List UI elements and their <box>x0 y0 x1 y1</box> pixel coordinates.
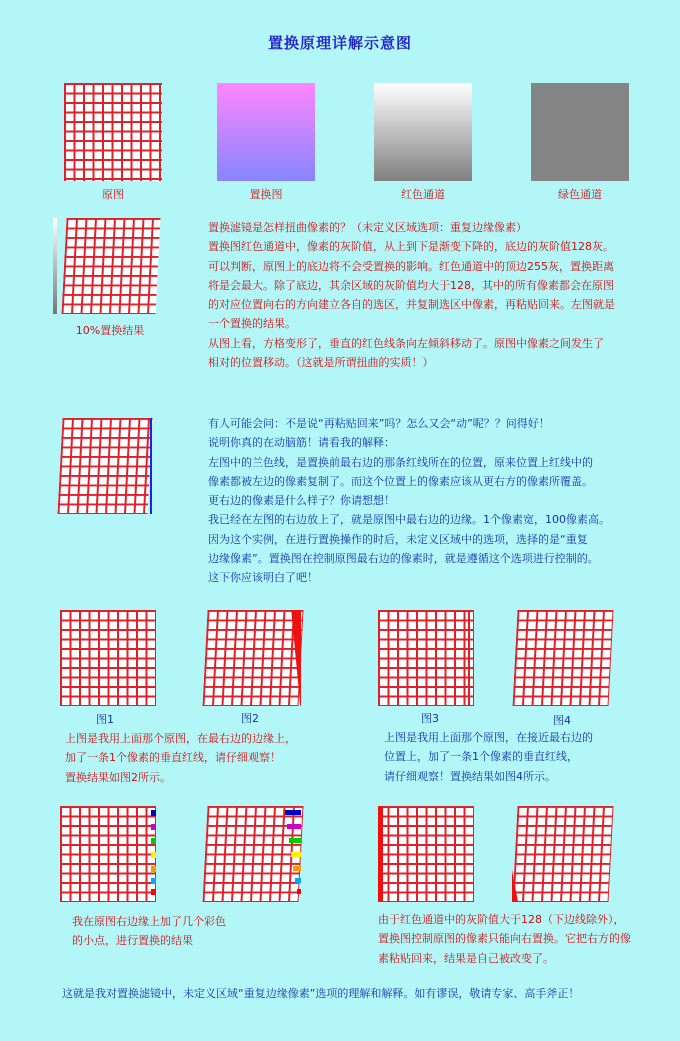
para2-line: 边缘像素”。置换图在控制原图最右边的像素时，就是遵循这个选项进行控制的。 <box>208 552 599 566</box>
dot-cyan <box>151 878 156 884</box>
label-original: 原图 <box>102 188 124 201</box>
bar-yellow <box>291 852 301 857</box>
caption-line: 的小点，进行置换的结果 <box>72 934 193 948</box>
bar-orange <box>293 866 301 871</box>
figure-4-label: 图4 <box>553 714 571 727</box>
caption-figure-3-4 <box>384 728 664 786</box>
para1-line: 将是会最大。除了底边，其余区域的灰阶值均大于128，其中的所有像素都会在原图 <box>208 278 614 292</box>
dot-red <box>151 889 156 895</box>
gradient-strip <box>53 218 57 314</box>
caption-line: 上图是我用上面那个原图，在接近最右边的 <box>384 731 593 744</box>
label-red-channel: 红色通道 <box>401 188 445 201</box>
para2-line: 这下你应该明白了吧！ <box>208 571 318 585</box>
dot-magenta <box>151 824 156 830</box>
left-edge-result-image <box>512 806 613 902</box>
caption-line: 我在原图右边缘上加了几个彩色 <box>72 915 226 928</box>
para1-line: 置换图红色通道中，像素的灰阶值，从上到下是渐变下降的，底边的灰阶值128灰。 <box>208 240 614 254</box>
caption-line: 素粘贴回来，结果是自己被改变了。 <box>378 951 554 965</box>
page-title: 置换原理详解示意图 <box>267 34 412 52</box>
para1-line: 从图上看，方格变形了，垂直的红色线条向左倾斜移动了。原图中像素之间发生了 <box>208 336 604 350</box>
para1-line: 的对应位置向右的方向建立各自的选区，并复制选区中像素，再粘贴回来。左图就是 <box>208 298 615 312</box>
footer-note: 这就是我对置换滤镜中，未定义区域“重复边缘像素”选项的理解和解释。如有谬误，敬请专家、高手斧正！ <box>62 987 580 1000</box>
explanation-paragraph-1 <box>208 218 663 372</box>
figure-1-red-edge-line <box>155 610 156 706</box>
para1-line: 相对的位置移动。（这就是所谓扭曲的实质！） <box>208 356 434 370</box>
para2-line: 左图中的兰色线，是置换前最右边的那条红线所在的位置，原来位置上红线中的 <box>208 455 593 469</box>
result-with-blue-line-image <box>57 418 152 514</box>
displacement-map-image <box>217 83 315 181</box>
para1-line: 置换滤镜是怎样扭曲像素的？（未定义区域选项：重复边缘像素） <box>208 221 527 234</box>
caption-line: 置换结果如图2所示。 <box>65 770 171 784</box>
figure-2-label: 图2 <box>241 712 259 725</box>
dot-orange <box>151 866 156 872</box>
colored-dots-strip <box>151 810 156 895</box>
result-10-percent-image <box>61 218 160 314</box>
figure-4-image <box>512 610 613 706</box>
left-edge-original-image <box>378 806 474 902</box>
bar-blue <box>285 810 301 815</box>
left-edge-red-bar <box>378 806 383 902</box>
dot-yellow <box>151 852 156 858</box>
figure-2-image <box>202 610 303 706</box>
caption-left-edge <box>378 910 668 968</box>
caption-figure-1-2 <box>65 729 365 787</box>
caption-line: 位置上，加了一条1个像素的垂直红线， <box>384 750 578 764</box>
bar-magenta <box>287 824 301 829</box>
dot-blue <box>151 810 156 816</box>
para2-line: 更右边的像素是什么样子？你请想想！ <box>208 494 395 508</box>
colored-dots-original-image <box>60 806 156 902</box>
label-displacement-map: 置换图 <box>249 188 283 201</box>
caption-line: 置换图控制原图的像素只能向右置换。它把右方的像 <box>378 932 631 946</box>
figure-3-red-line <box>468 610 470 706</box>
bar-cyan <box>295 878 301 883</box>
colored-bars-result <box>285 808 301 900</box>
caption-line: 上图是我用上面那个原图，在最右边的边缘上， <box>65 732 296 745</box>
blue-line-marker <box>150 418 152 514</box>
para1-line: 可以判断，原图上的底边将不会受置换的影响。红色通道中的顶边255灰，置换距离 <box>208 259 614 273</box>
figure-3-label: 图3 <box>421 712 439 725</box>
figure-3-image <box>378 610 474 706</box>
bar-green <box>289 838 301 843</box>
para2-line: 因为这个实例，在进行置换操作的时后，未定义区域中的选项，选择的是“重复 <box>208 532 588 546</box>
para2-line: 说明你真的在动脑筋！请看我的解释： <box>208 436 395 450</box>
para2-line: 有人可能会问：不是说“再粘贴回来”吗？怎么又会“动”呢？？问得好！ <box>208 417 550 430</box>
caption-line: 由于红色通道中的灰阶值大于128（下边线除外）， <box>378 913 625 926</box>
caption-line: 请仔细观察！置换结果如图4所示。 <box>384 769 556 783</box>
explanation-paragraph-2 <box>208 414 663 588</box>
bar-red <box>297 889 301 894</box>
label-result: 10%置换结果 <box>75 324 145 337</box>
label-green-channel: 绿色通道 <box>558 188 602 201</box>
dot-green <box>151 838 156 844</box>
para1-line: 一个置换的结果。 <box>208 317 296 331</box>
caption-line: 加了一条1个像素的垂直红线，请仔细观察！ <box>65 751 281 765</box>
green-channel-image <box>531 83 629 181</box>
figure-1-label: 图1 <box>96 713 114 726</box>
para2-line: 我已经在左图的右边放上了，就是原图中最右边的边缘。1个像素宽，100像素高。 <box>208 513 610 527</box>
figure-1-image <box>60 610 156 706</box>
caption-colored-dots <box>72 912 332 951</box>
red-channel-image <box>374 83 472 181</box>
para2-line: 像素都被左边的像素复制了。而这个位置上的像素应该从更右方的像素所覆盖。 <box>208 474 593 488</box>
original-grid-image <box>64 83 162 181</box>
